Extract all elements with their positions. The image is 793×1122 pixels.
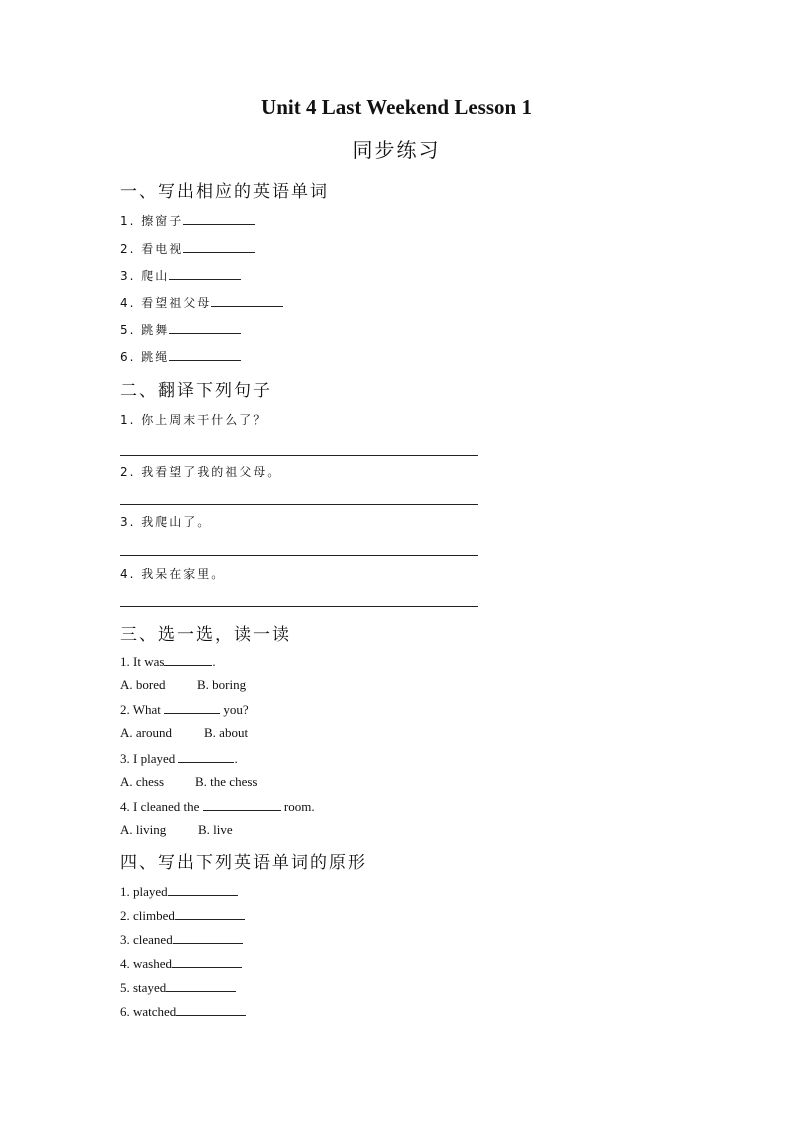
choice-options (120, 725, 249, 741)
option-a[interactable]: A. living (120, 822, 167, 837)
choice-question: 4. I cleaned the room. (120, 799, 315, 814)
answer-line[interactable] (120, 606, 478, 607)
answer-blank[interactable] (183, 240, 255, 253)
answer-blank[interactable] (176, 1003, 246, 1016)
answer-blank[interactable] (211, 294, 283, 307)
page-title: Unit 4 Last Weekend Lesson 1 (261, 95, 532, 119)
vocab-item: 3. 爬山 (120, 267, 241, 284)
answer-blank[interactable] (173, 931, 243, 944)
choice-question: 3. I played . (120, 751, 238, 766)
answer-line[interactable] (120, 504, 478, 505)
section-1-heading: 一、写出相应的英语单词 (120, 182, 329, 202)
answer-blank[interactable] (175, 907, 245, 920)
section-4-heading: 四、写出下列英语单词的原形 (120, 853, 367, 873)
answer-blank[interactable] (178, 750, 234, 763)
choice-question: 1. It was . (120, 654, 216, 669)
answer-blank[interactable] (169, 321, 241, 334)
option-a[interactable]: A. chess (120, 774, 165, 789)
option-b[interactable]: B. boring (197, 677, 247, 692)
translate-item: 1. 你上周末干什么了？ (120, 413, 268, 427)
choice-options (120, 822, 233, 838)
answer-blank[interactable] (169, 348, 241, 361)
vocab-item: 5. 跳舞 (120, 321, 241, 338)
option-a[interactable]: A. around (120, 725, 172, 740)
answer-blank[interactable] (166, 979, 236, 992)
base-form-item: 1. played (120, 883, 238, 900)
choice-question: 2. What you? (120, 702, 249, 717)
answer-blank[interactable] (164, 701, 220, 714)
base-form-item: 6. watched (120, 1003, 246, 1020)
base-form-item: 5. stayed (120, 979, 236, 996)
option-a[interactable]: A. bored (120, 677, 166, 692)
option-b[interactable]: B. about (204, 725, 249, 740)
section-2-heading: 二、翻译下列句子 (120, 381, 272, 401)
vocab-item: 4. 看望祖父母 (120, 294, 283, 311)
page-subtitle: 同步练习 (352, 138, 441, 162)
choice-options (120, 677, 247, 693)
translate-item: 2. 我看望了我的祖父母。 (120, 465, 282, 479)
answer-blank[interactable] (164, 653, 212, 666)
choice-options (120, 774, 258, 790)
vocab-item: 6. 跳绳 (120, 348, 241, 365)
translate-item: 3. 我爬山了。 (120, 515, 212, 529)
vocab-item: 1. 擦窗子 (120, 212, 255, 229)
option-b[interactable]: B. the chess (195, 774, 258, 789)
answer-line[interactable] (120, 555, 478, 556)
answer-blank[interactable] (183, 212, 255, 225)
answer-line[interactable] (120, 455, 478, 456)
section-3-heading: 三、选一选，读一读 (120, 625, 291, 645)
option-b[interactable]: B. live (198, 822, 233, 837)
answer-blank[interactable] (172, 955, 242, 968)
base-form-item: 4. washed (120, 955, 242, 972)
answer-blank[interactable] (169, 267, 241, 280)
base-form-item: 2. climbed (120, 907, 245, 924)
answer-blank[interactable] (203, 798, 281, 811)
vocab-item: 2. 看电视 (120, 240, 255, 257)
base-form-item: 3. cleaned (120, 931, 243, 948)
answer-blank[interactable] (168, 883, 238, 896)
translate-item: 4. 我呆在家里。 (120, 567, 226, 581)
